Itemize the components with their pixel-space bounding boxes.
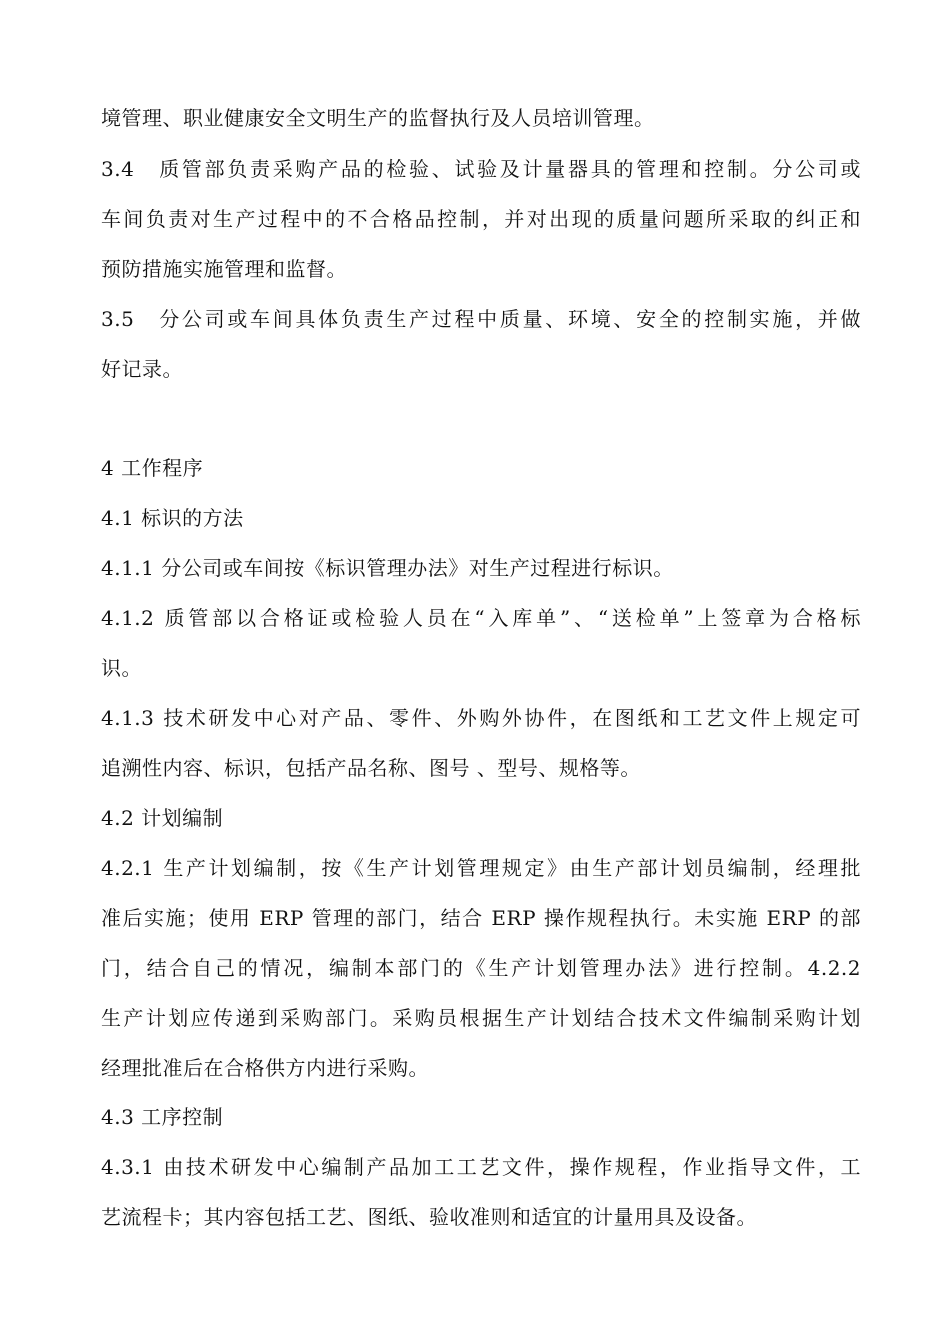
subsection-heading: 4.3 工序控制 [101,1105,224,1129]
paragraph-line: 3.5 分公司或车间具体负责生产过程中质量、环境、安全的控制实施，并做 [101,307,861,331]
paragraph-line: 车间负责对生产过程中的不合格品控制，并对出现的质量问题所采取的纠正和 [101,207,861,231]
paragraph-line: 3.4 质管部负责采购产品的检验、试验及计量器具的管理和控制。分公司或 [101,157,861,181]
paragraph-line: 4.1.2 质管部以合格证或检验人员在“入库单”、“送检单”上签章为合格标 [101,606,861,630]
subsection-heading: 4.1 标识的方法 [101,506,244,530]
paragraph-line: 追溯性内容、标识，包括产品名称、图号 、型号、规格等。 [101,756,641,780]
paragraph-line: 准后实施；使用 ERP 管理的部门，结合 ERP 操作规程执行。未实施 ERP 的部 [101,906,861,930]
paragraph-line: 生产计划应传递到采购部门。采购员根据生产计划结合技术文件编制采购计划 [101,1006,861,1030]
paragraph-line: 4.2.1 生产计划编制，按《生产计划管理规定》由生产部计划员编制，经理批 [101,856,861,880]
paragraph-line: 经理批准后在合格供方内进行采购。 [101,1056,429,1080]
paragraph-line: 4.3.1 由技术研发中心编制产品加工工艺文件，操作规程，作业指导文件，工 [101,1155,861,1179]
paragraph-line: 预防措施实施管理和监督。 [101,257,347,281]
paragraph-line: 4.1.3 技术研发中心对产品、零件、外购外协件，在图纸和工艺文件上规定可 [101,706,861,730]
subsection-heading: 4.2 计划编制 [101,806,224,830]
paragraph-line: 艺流程卡；其内容包括工艺、图纸、验收准则和适宜的计量用具及设备。 [101,1205,757,1229]
paragraph-line: 门，结合自己的情况，编制本部门的《生产计划管理办法》进行控制。4.2.2 [101,956,861,980]
section-heading: 4 工作程序 [101,456,204,480]
paragraph-line: 4.1.1 分公司或车间按《标识管理办法》对生产过程进行标识。 [101,556,674,580]
paragraph-line: 识。 [101,656,142,680]
paragraph-line: 境管理、职业健康安全文明生产的监督执行及人员培训管理。 [101,106,655,130]
paragraph-line: 好记录。 [101,357,183,381]
